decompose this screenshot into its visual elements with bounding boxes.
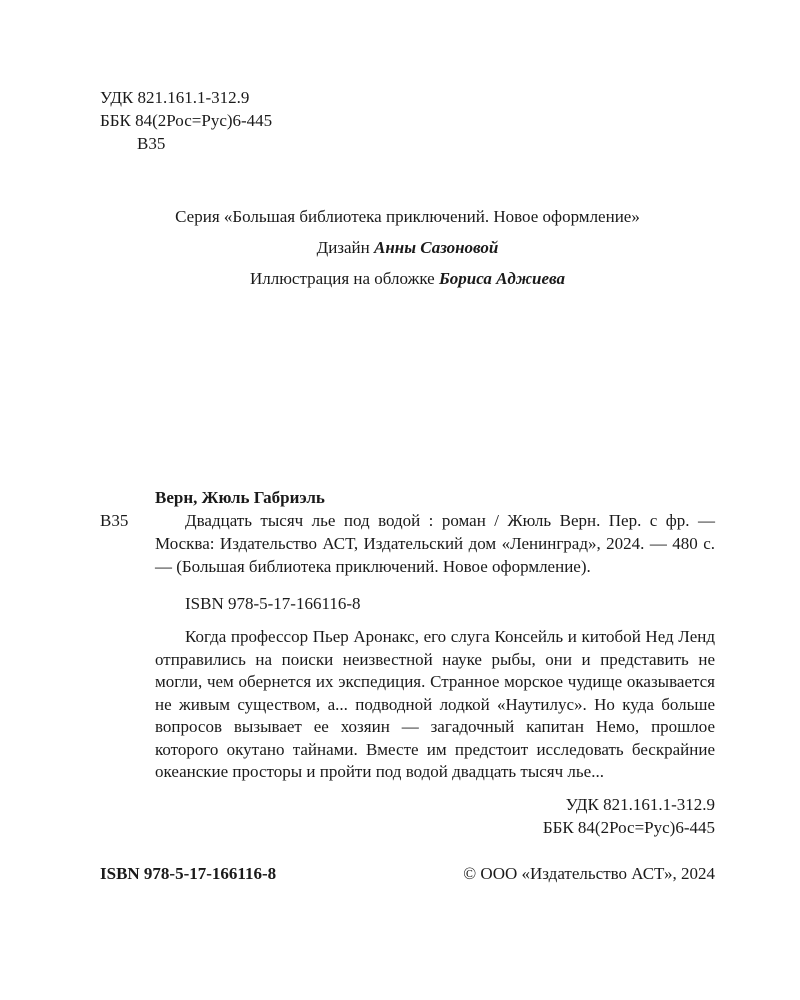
bibliographic-entry — [100, 509, 715, 578]
cover-credit — [100, 263, 715, 294]
bbk-code-bottom: ББК 84(2Рос=Рус)6-445 — [542, 817, 715, 837]
design-label: Дизайн — [316, 238, 370, 257]
design-credit — [100, 232, 715, 263]
cover-artist-name: Бориса Аджиева — [438, 269, 566, 288]
isbn-line: ISBN 978-5-17-166116-8 — [185, 594, 361, 613]
author-heading: Верн, Жюль Габриэль — [155, 488, 325, 507]
udk-code-bottom: УДК 821.161.1-312.9 — [565, 794, 715, 814]
bbk-code-top: ББК 84(2Рос=Рус)6-445 — [100, 111, 273, 130]
author-sign-entry: В35 — [100, 511, 129, 530]
series-credits-block — [100, 201, 715, 294]
bibliographic-description: Двадцать тысяч лье под водой : роман / Жюль Верн. Пер. с фр. — Москва: Издательство АСТ, Издательский дом «Ленинград», 2024. — 480 с. — (Большая библиотека приключений. Новое оформление). — [155, 511, 715, 576]
classification-codes-bottom — [100, 793, 715, 839]
annotation-text: Когда профессор Пьер Аронакс, его слуга Консейль и китобой Нед Ленд отправились на поиски неизвестной науке рыбы, они и представить не могли, чем обернется их экспедиция. Странное морское чудище оказывается не живым существом, а... подводной лодкой «Наутилус». Но куда больше вопросов вызывает ее хозяин — загадочный капитан Немо, прошлое которого окутано тайнами. Вместе им предстоит исследовать бескрайние океанские просторы и пройти под водой двадцать тысяч лье... — [155, 627, 715, 781]
cover-label: Иллюстрация на обложке — [249, 269, 435, 288]
designer-name: Анны Сазоновой — [374, 238, 499, 257]
udk-code-top: УДК 821.161.1-312.9 — [100, 88, 250, 107]
copyright-line — [100, 862, 715, 885]
classification-codes-top — [100, 86, 715, 155]
isbn-bottom: ISBN 978-5-17-166116-8 — [100, 863, 277, 883]
author-sign-top: В35 — [137, 134, 166, 153]
series-line: Серия «Большая библиотека приключений. Новое оформление» — [175, 207, 640, 226]
copyright-notice: © ООО «Издательство АСТ», 2024 — [463, 863, 715, 883]
